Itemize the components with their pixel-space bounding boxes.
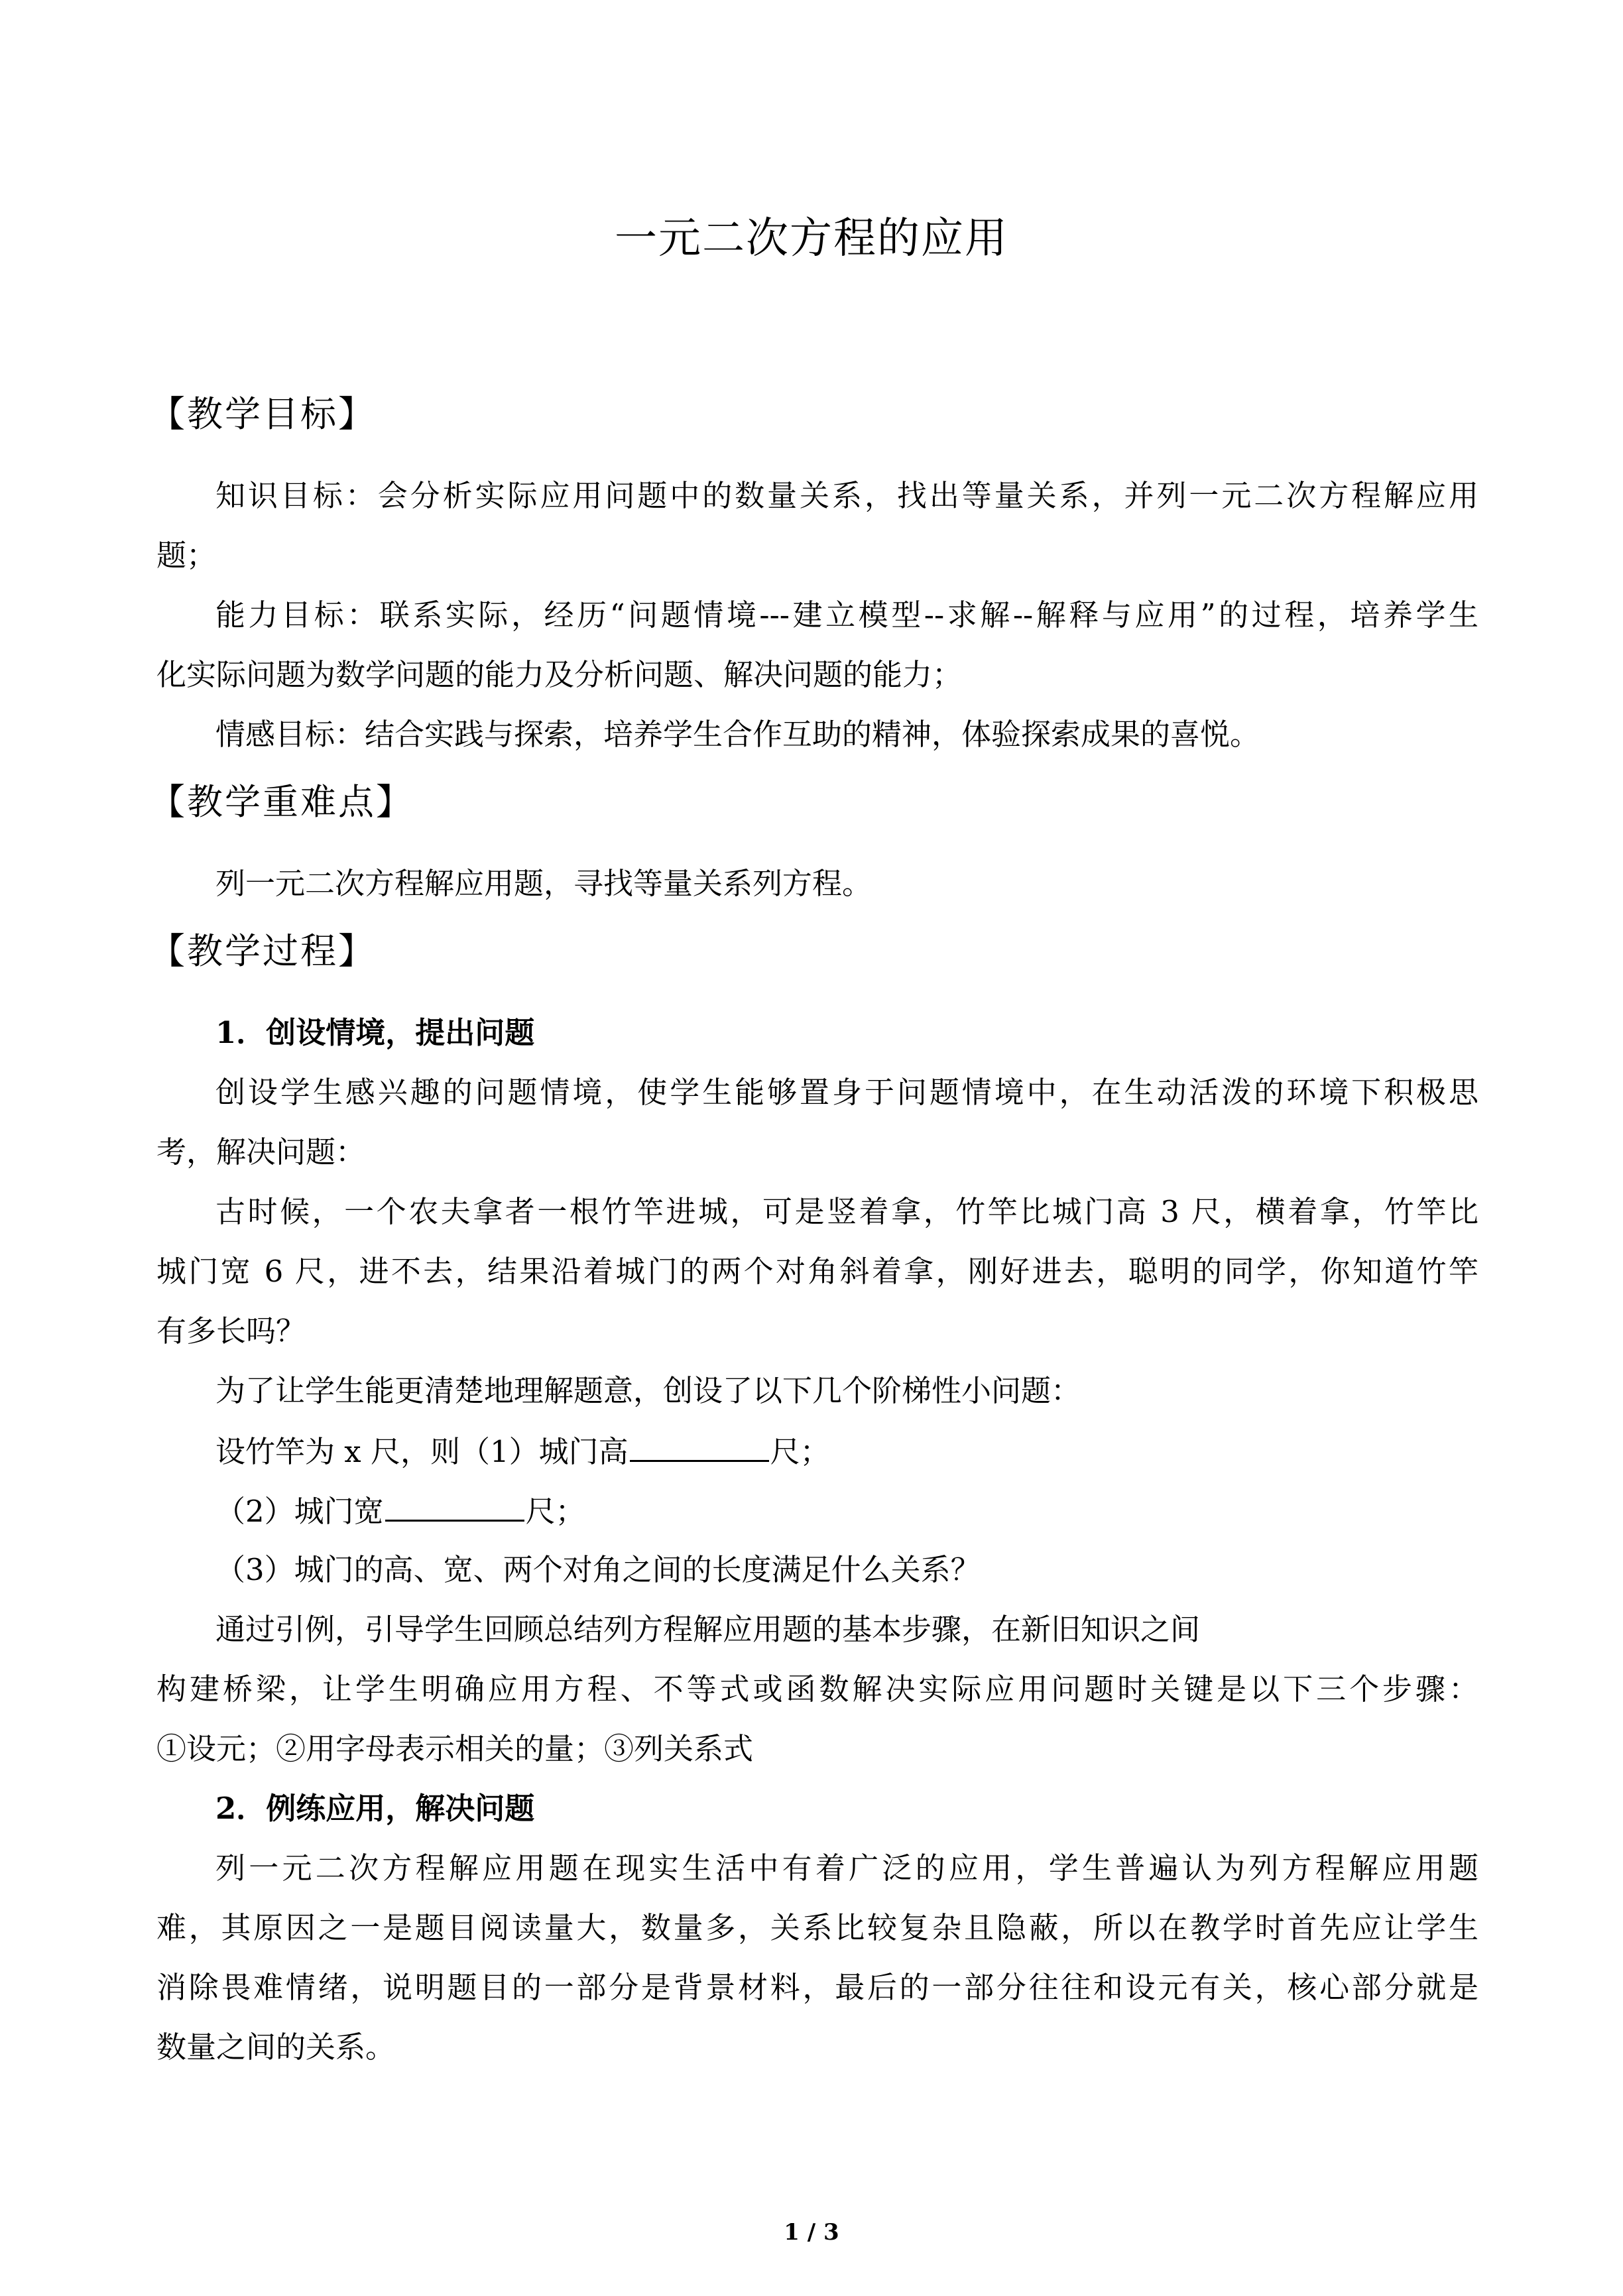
step2-line-1: 列一元二次方程解应用题在现实生活中有着广泛的应用，学生普遍认为列方程解应用题 bbox=[215, 1850, 1478, 1886]
step2-title bbox=[215, 1789, 534, 1829]
step2-line-3: 消除畏难情绪，说明题目的一部分是背景材料，最后的一部分往往和设元有关，核心部分就是 bbox=[156, 1970, 1478, 2005]
step1-paragraph-line-1: 创设学生感兴趣的问题情境，使学生能够置身于问题情境中，在生动活泼的环境下积极思 bbox=[215, 1075, 1478, 1110]
key-points-heading: 【教学重难点】 bbox=[149, 781, 414, 823]
story-line-2: 城门宽 6 尺，进不去，结果沿着城门的两个对角斜着拿，刚好进去，聪明的同学，你知道竹竿 bbox=[156, 1254, 1478, 1289]
question-2-prefix: （2）城门宽 bbox=[215, 1494, 384, 1529]
story-line-1: 古时候，一个农夫拿者一根竹竿进城，可是竖着拿，竹竿比城门高 3 尺，横着拿，竹竿比 bbox=[215, 1194, 1478, 1229]
emotion-goal: 情感目标：结合实践与探索，培养学生合作互助的精神，体验探索成果的喜悦。 bbox=[215, 717, 1260, 752]
question-2-suffix: 尺； bbox=[525, 1494, 585, 1529]
step2-line-4: 数量之间的关系。 bbox=[156, 2029, 396, 2065]
page-title: 一元二次方程的应用 bbox=[615, 214, 1008, 263]
story-line-3: 有多长吗？ bbox=[156, 1313, 306, 1349]
key-points-text: 列一元二次方程解应用题，寻找等量关系列方程。 bbox=[215, 866, 872, 901]
page-number: 1 / 3 bbox=[784, 2219, 839, 2246]
question-1-suffix: 尺； bbox=[770, 1434, 830, 1469]
question-3: （3）城门的高、宽、两个对角之间的长度满足什么关系？ bbox=[215, 1552, 981, 1587]
question-2 bbox=[215, 1490, 585, 1532]
question-1 bbox=[215, 1431, 830, 1472]
review-line-2: 构建桥梁，让学生明确应用方程、不等式或函数解决实际应用问题时关键是以下三个步骤： bbox=[156, 1671, 1478, 1707]
sub-questions-intro: 为了让学生能更清楚地理解题意，创设了以下几个阶梯性小问题： bbox=[215, 1373, 1081, 1408]
teaching-process-heading: 【教学过程】 bbox=[149, 930, 376, 972]
step1-title-text: 1．创设情境，提出问题 bbox=[215, 1015, 535, 1050]
step1-paragraph-line-2: 考，解决问题： bbox=[156, 1134, 366, 1170]
step2-title-text: 2．例练应用，解决问题 bbox=[215, 1791, 535, 1826]
knowledge-goal-line-2: 题； bbox=[156, 538, 217, 573]
ability-goal-line-1: 能力目标：联系实际，经历“问题情境---建立模型--求解--解释与应用”的过程，培养学生 bbox=[215, 597, 1478, 633]
step2-line-2: 难，其原因之一是题目阅读量大，数量多，关系比较复杂且隐蔽，所以在教学时首先应让学生 bbox=[156, 1910, 1478, 1945]
question-2-blank bbox=[385, 1490, 524, 1522]
review-line-3: ①设元；②用字母表示相关的量；③列关系式 bbox=[156, 1731, 754, 1766]
step1-title bbox=[215, 1013, 534, 1053]
question-1-prefix: 设竹竿为 x 尺，则（1）城门高 bbox=[215, 1434, 629, 1469]
review-line-1: 通过引例，引导学生回顾总结列方程解应用题的基本步骤，在新旧知识之间 bbox=[215, 1612, 1201, 1647]
knowledge-goal-line-1: 知识目标：会分析实际应用问题中的数量关系，找出等量关系，并列一元二次方程解应用 bbox=[215, 478, 1478, 513]
question-1-blank bbox=[630, 1431, 769, 1462]
ability-goal-line-2: 化实际问题为数学问题的能力及分析问题、解决问题的能力； bbox=[156, 657, 963, 692]
teaching-goals-heading: 【教学目标】 bbox=[149, 393, 376, 435]
